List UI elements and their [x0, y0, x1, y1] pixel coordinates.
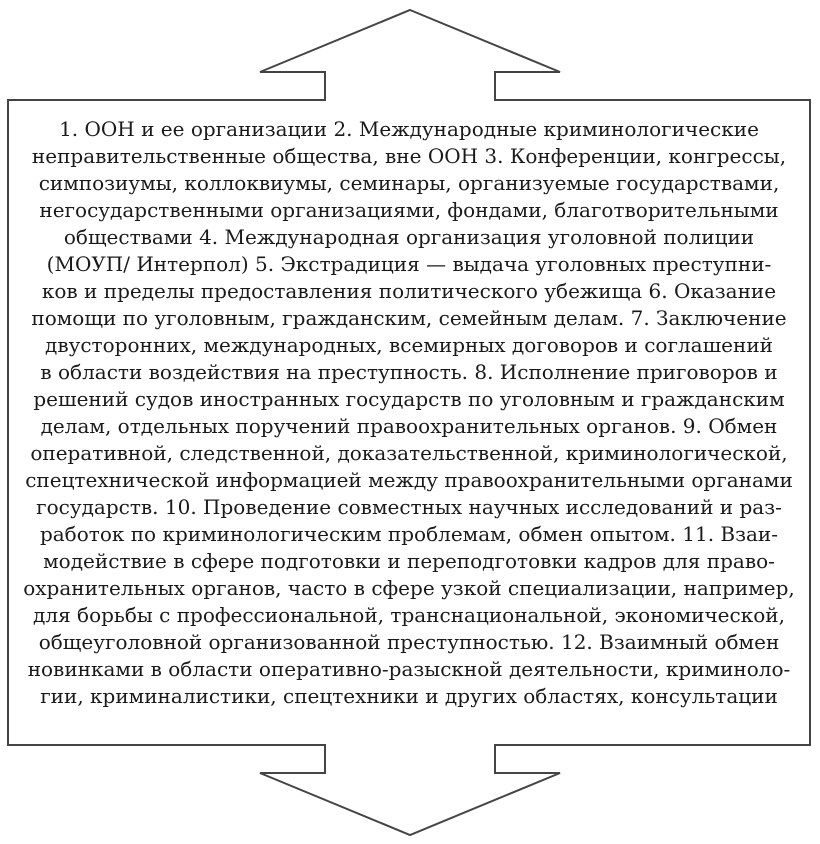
text-line: охранительных органов, часто в сфере узкой специализации, например, — [23, 576, 795, 600]
text-line: гии, криминалистики, спецтехники и других областях, консультации — [40, 684, 778, 708]
text-line: (МОУП/ Интерпол) 5. Экстрадиция — выдача уголовных преступни- — [46, 252, 772, 276]
text-line: работок по криминологическим проблемам, обмен опытом. 11. Взаи- — [39, 522, 779, 546]
text-line: 1. ООН и ее организации 2. Международные криминологические — [59, 117, 759, 141]
text-line: модействие в сфере подготовки и переподготовки кадров для право- — [43, 549, 775, 573]
text-line: государств. 10. Проведение совместных научных исследований и раз- — [36, 495, 782, 519]
text-line: оперативной, следственной, доказательственной, криминологической, — [30, 441, 788, 465]
text-line: для борьбы с профессиональной, транснациональной, экономической, — [33, 603, 785, 627]
text-line: симпозиумы, коллоквиумы, семинары, организуемые государствами, — [38, 171, 780, 195]
text-line: негосударственными организациями, фондами, благотворительными — [39, 198, 779, 222]
text-line: ков и пределы предоставления политического убежища 6. Оказание — [41, 279, 777, 303]
diagram-text-block — [18, 116, 800, 732]
text-line: новинками в области оперативно-разыскной деятельности, криминоло- — [27, 657, 791, 681]
text-line: решений судов иностранных государств по уголовным и гражданским — [33, 387, 785, 411]
text-line: неправительственные общества, вне ООН 3. Конференции, конгрессы, — [31, 144, 787, 168]
text-line: общеуголовной организованной преступностью. 12. Взаимный обмен — [38, 630, 780, 654]
text-line: обществами 4. Международная организация уголовной полиции — [63, 225, 755, 249]
text-line: делам, отдельных поручений правоохранительных органов. 9. Обмен — [40, 414, 778, 438]
text-line: двусторонних, международных, всемирных договоров и соглашений — [45, 333, 773, 357]
text-line: спецтехнической информацией между правоохранительными органами — [25, 468, 793, 492]
text-line: в области воздействия на преступность. 8. Исполнение приговоров и — [40, 360, 778, 384]
text-line: помощи по уголовным, гражданским, семейным делам. 7. Заключение — [31, 306, 787, 330]
